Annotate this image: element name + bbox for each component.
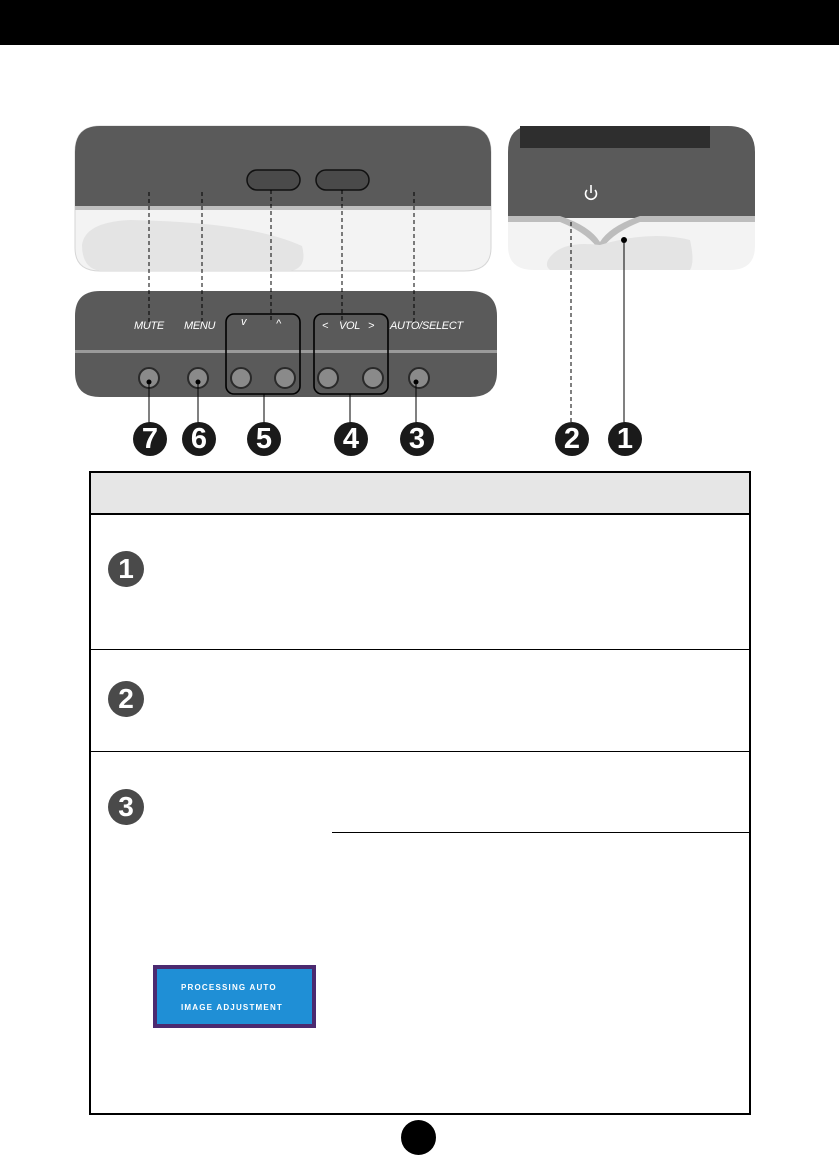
volume-right-button xyxy=(363,368,383,388)
osd-message-box xyxy=(153,965,316,1028)
osd-line-1: PROCESSING AUTO xyxy=(181,983,277,992)
controls-table xyxy=(89,471,751,1115)
inner-rule xyxy=(332,832,749,833)
page-number-dot xyxy=(401,1120,436,1155)
callout-4: 4 xyxy=(334,422,368,456)
row-2-number: 2 xyxy=(108,681,144,717)
bezel-front-view xyxy=(75,126,491,271)
auto-select-button xyxy=(409,368,429,388)
vol-label: VOL xyxy=(339,320,361,332)
control-panel-diagram xyxy=(0,0,839,470)
vol-left-label: < xyxy=(322,320,329,332)
callout-3: 3 xyxy=(400,422,434,456)
down-button xyxy=(231,368,251,388)
callout-5: 5 xyxy=(247,422,281,456)
bezel-side-view xyxy=(508,126,755,270)
auto-select-label: AUTO/SELECT xyxy=(390,320,463,332)
down-up-button-slot xyxy=(247,170,300,190)
vol-right-label: > xyxy=(368,320,375,332)
down-label: v xyxy=(241,316,247,328)
callout-6: 6 xyxy=(182,422,216,456)
volume-left-button xyxy=(318,368,338,388)
callout-7: 7 xyxy=(133,422,167,456)
mute-label: MUTE xyxy=(134,320,164,332)
up-label: ^ xyxy=(276,318,281,330)
menu-label: MENU xyxy=(184,320,216,332)
monitor-illustration xyxy=(0,0,839,470)
up-button xyxy=(275,368,295,388)
volume-button-slot xyxy=(316,170,369,190)
row-3-number: 3 xyxy=(108,789,144,825)
callout-2: 2 xyxy=(555,422,589,456)
row-divider xyxy=(91,751,749,752)
callout-1: 1 xyxy=(608,422,642,456)
row-1-number: 1 xyxy=(108,551,144,587)
osd-line-2: IMAGE ADJUSTMENT xyxy=(181,1003,284,1012)
table-header xyxy=(91,473,749,515)
row-divider xyxy=(91,649,749,650)
button-strip xyxy=(75,291,497,397)
